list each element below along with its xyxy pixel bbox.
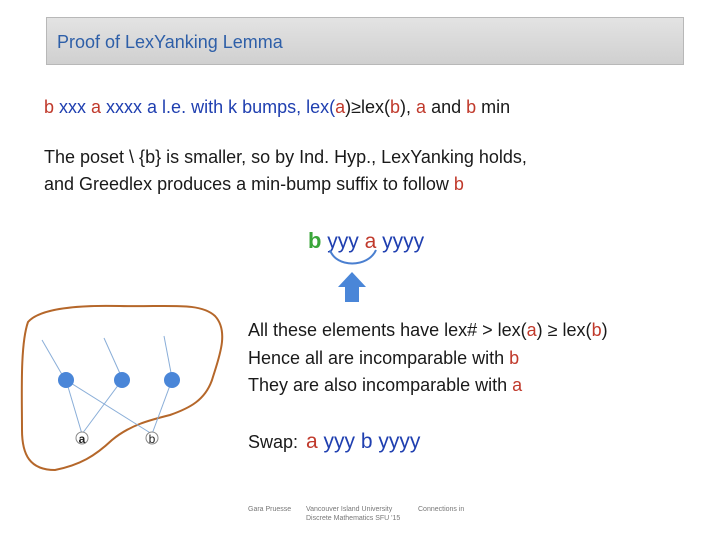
poset-line: The poset \ {b} is smaller, so by Ind. Hyp., LexYanking holds, [44, 147, 527, 167]
min-text: min [476, 97, 511, 117]
lex-mid: )≥lex( [345, 97, 391, 117]
lex-claim-mid: ) ≥ lex( [536, 320, 592, 340]
a-symbol: a [526, 320, 537, 340]
b-symbol-green: b [308, 228, 322, 253]
yyyy-text: yyyy [372, 430, 421, 453]
node-b-label: b [148, 432, 156, 446]
edge [42, 340, 64, 378]
poset-node [58, 372, 74, 388]
a-symbol: a [364, 230, 377, 253]
slide-title: Proof of LexYanking Lemma [57, 32, 283, 52]
b-symbol: b [466, 97, 477, 117]
lex-claim-end: ) [601, 320, 608, 340]
yank-arc [330, 250, 376, 264]
b-symbol-blue: b [360, 430, 373, 453]
yyy-text: yyy [321, 230, 365, 253]
lex-claim-text: All these elements have lex# > lex( [248, 320, 527, 340]
footer-author: Gara Pruesse [248, 506, 292, 513]
xxx-text: xxx [54, 97, 92, 117]
b-symbol: b [390, 97, 401, 117]
a-symbol: a [91, 97, 102, 117]
poset-node [114, 372, 130, 388]
poset-node [164, 372, 180, 388]
a-symbol: a [335, 97, 346, 117]
edge [66, 380, 152, 434]
footer-institution: Vancouver Island University [306, 506, 393, 513]
yyy-text: yyy [317, 430, 361, 453]
b-symbol: b [509, 348, 520, 368]
yyyy-text: yyyy [376, 230, 425, 253]
incomparable-b-text: Hence all are incomparable with [248, 348, 510, 368]
lex-tail: ), [400, 97, 417, 117]
edge [104, 338, 122, 378]
swap-label: Swap: [248, 432, 299, 452]
footer-conference-line2: Discrete Mathematics SFU '15 [306, 515, 401, 522]
b-symbol: b [591, 320, 602, 340]
b-symbol: b [453, 174, 464, 194]
edge [164, 336, 172, 378]
xxxx-text: xxxx a l.e. with k bumps, lex( [101, 97, 336, 117]
edge [152, 380, 172, 434]
up-arrow-icon [338, 272, 366, 302]
edge [82, 380, 122, 434]
b-symbol: b [44, 97, 55, 117]
and-text: and [426, 97, 467, 117]
node-a-label: a [78, 432, 86, 446]
greedlex-text: and Greedlex produces a min-bump suffix to follow [44, 174, 454, 194]
incomparable-a-text: They are also incomparable with [248, 375, 513, 395]
footer-conference: Connections in [418, 506, 465, 513]
a-symbol: a [416, 97, 427, 117]
a-symbol: a [512, 375, 523, 395]
a-symbol: a [306, 430, 318, 453]
